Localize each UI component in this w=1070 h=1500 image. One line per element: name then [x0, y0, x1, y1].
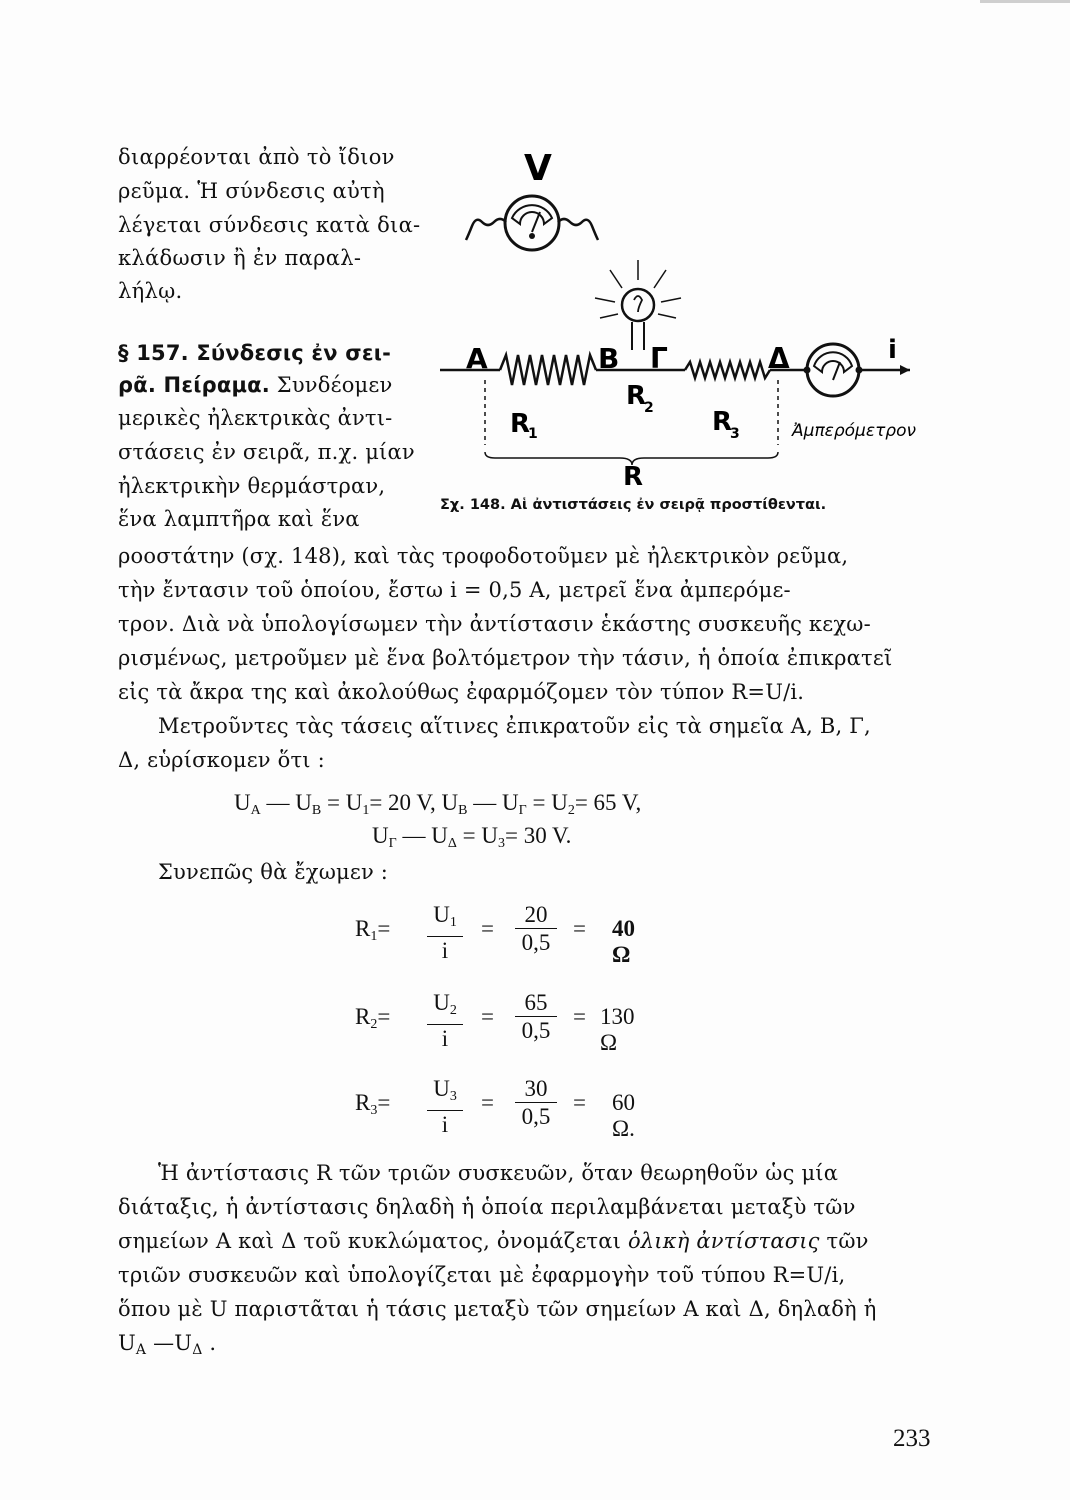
- intro-line-2: ρεῦμα. Ἡ σύνδεσις αὐτὴ: [118, 179, 385, 203]
- page-edge: [980, 0, 1070, 3]
- label-V: V: [524, 148, 552, 189]
- calc3-fraction-2: [515, 1076, 557, 1131]
- circuit-diagram: [440, 140, 960, 490]
- calc2-lhs: R: [355, 1004, 371, 1029]
- section-line-5: ἠλεκτρικὴν θερμάστραν,: [118, 474, 386, 498]
- eq-equals-2: =: [526, 790, 552, 815]
- label-R2-sub: 2: [644, 400, 654, 416]
- section-title: § 157. Σύνδεσις ἐν σει-: [118, 341, 392, 365]
- eq-UB2: U: [441, 790, 459, 815]
- paragraph1-line-4: ρισμένως, μετροῦμεν μὲ ἕνα βολτόμετρον τὴν τάσιν, ἡ ὁποία ἐπικρατεῖ: [118, 646, 893, 670]
- calc1-fraction-1: [427, 902, 463, 965]
- label-R1-sub: 1: [528, 426, 538, 442]
- figure-caption: Σχ. 148. Αἱ ἀντιστάσεις ἐν σειρᾷ προστίθενται.: [440, 497, 827, 513]
- label-R-total: R: [623, 462, 644, 490]
- lamp-icon: [595, 260, 681, 350]
- calc2-eq-sign: =: [377, 1004, 391, 1029]
- equation-line-1: [234, 790, 641, 819]
- calc3-lhs-sub: 3: [370, 1103, 378, 1118]
- section-line-6: ἕνα λαμπτῆρα καὶ ἕνα: [118, 507, 360, 531]
- calc1-lhs: R: [355, 916, 371, 941]
- section-line-3: μερικὲς ἠλεκτρικὰς ἀντι-: [118, 406, 393, 430]
- intro-line-4: κλάδωσιν ἢ ἐν παραλ-: [118, 246, 362, 270]
- paragraph1-line-1: ροοστάτην (σχ. 148), καὶ τὰς τροφοδοτοῦμεν μὲ ἠλεκτρικὸν ρεῦμα,: [118, 544, 849, 568]
- calc1-result: 40 Ω: [612, 916, 635, 967]
- paragraph3-dash-U: —U: [146, 1331, 193, 1355]
- calc3-num1: U: [433, 1076, 450, 1101]
- paragraph3-UA-sub: A: [135, 1342, 147, 1358]
- paragraph3-UD-sub: Δ: [192, 1342, 203, 1358]
- calc1-num1-sub: 1: [449, 915, 457, 930]
- calc3-den1: i: [441, 1112, 449, 1137]
- eq-UB2-sub: B: [458, 803, 468, 818]
- paragraph3-emphasis: ὁλικὴ ἀντίστασις: [627, 1229, 820, 1253]
- paragraph3-line-4: τριῶν συσκευῶν καὶ ὑπολογίζεται μὲ ἐφαρμογὴν τοῦ τύπου R=U/i,: [118, 1263, 846, 1287]
- paragraph3-line-5: ὅπου μὲ U παριστᾶται ἡ τάσις μεταξὺ τῶν σημείων A καὶ Δ, δηλαδὴ ἡ: [118, 1297, 877, 1321]
- calc1-eq-3: =: [573, 916, 586, 941]
- calc2-lhs-sub: 2: [370, 1017, 378, 1032]
- calc3-result: 60 Ω.: [612, 1090, 635, 1141]
- section-subtitle: ρᾶ. Πείραμα.: [118, 373, 270, 397]
- eq-minus: —: [260, 790, 296, 815]
- calc2-fraction-2: [515, 990, 557, 1045]
- paragraph3-line-1: Ἡ ἀντίστασις R τῶν τριῶν συσκευῶν, ὅταν θεωρηθοῦν ὡς μία: [158, 1161, 839, 1185]
- ammeter-icon: [804, 344, 863, 396]
- calc3-num1-sub: 3: [449, 1089, 457, 1104]
- calc3-den2: 0,5: [521, 1104, 551, 1129]
- resistor-R3-icon: [685, 362, 770, 378]
- paragraph1-line-5: εἰς τὰ ἄκρα της καὶ ἀκολούθως ἐφαρμόζομεν τὸν τύπον R=U/i.: [118, 680, 805, 704]
- eq-U2: U: [551, 790, 568, 815]
- calc1-fraction-2: [515, 902, 557, 957]
- calc3-eq-3: =: [573, 1090, 586, 1115]
- eq-value-2: = 65 V,: [574, 790, 642, 815]
- calc2-num1-sub: 2: [449, 1003, 457, 1018]
- eq-UB: U: [295, 790, 312, 815]
- paragraph3-end: .: [202, 1331, 217, 1355]
- calc1-eq-sign: =: [377, 916, 391, 941]
- calc1-den1: i: [441, 938, 449, 963]
- calc2-fraction-1: [427, 990, 463, 1053]
- eq-UG: U: [502, 790, 519, 815]
- page-number: 233: [893, 1425, 931, 1452]
- eq2-equals: =: [456, 823, 482, 848]
- calc3-eq-sign: =: [377, 1090, 391, 1115]
- paragraph2-line-2: Δ, εὑρίσκομεν ὅτι :: [118, 748, 325, 772]
- intro-line-1: διαρρέονται ἀπὸ τὸ ἴδιον: [118, 145, 395, 169]
- calc2-den1: i: [441, 1026, 449, 1051]
- paragraph3-line-3-end: τῶν: [819, 1229, 869, 1253]
- voltmeter-icon: [466, 196, 598, 250]
- eq2-U3-sub: 3: [497, 836, 505, 851]
- paragraph2-line-1: Μετροῦντες τὰς τάσεις αἵτινες ἐπικρατοῦν εἰς τὰ σημεῖα A, B, Γ,: [158, 714, 871, 738]
- label-i: i: [888, 335, 897, 365]
- calc3-eq-2: =: [481, 1090, 494, 1115]
- calc3-num2: 30: [515, 1076, 557, 1103]
- section-line-4: στάσεις ἐν σειρᾶ, π.χ. μίαν: [118, 440, 415, 464]
- label-G: Γ: [650, 342, 668, 375]
- eq2-UD-sub: Δ: [447, 836, 457, 851]
- section-line-2: [118, 373, 392, 397]
- calc1-den2: 0,5: [521, 930, 551, 955]
- label-R2: R: [626, 381, 647, 411]
- eq2-minus: —: [396, 823, 432, 848]
- eq-UB-sub: B: [311, 803, 322, 818]
- consequently-line: Συνεπῶς θὰ ἔχωμεν :: [158, 860, 389, 884]
- equation-line-2: [372, 823, 571, 852]
- eq-UG-sub: Γ: [518, 803, 527, 818]
- calc2-num1: U: [433, 990, 450, 1015]
- calc1-lhs-sub: 1: [370, 929, 378, 944]
- paragraph3-UA: U: [118, 1331, 136, 1355]
- calc3-fraction-1: [427, 1076, 463, 1139]
- intro-line-3: λέγεται σύνδεσις κατὰ δια-: [118, 213, 421, 237]
- eq2-U3: U: [481, 823, 498, 848]
- calc1-num1: U: [433, 902, 450, 927]
- label-ammeter: Ἀμπερόμετρον: [792, 421, 916, 441]
- eq2-UG-sub: Γ: [388, 836, 397, 851]
- label-A: A: [466, 342, 488, 375]
- calc2-den2: 0,5: [521, 1018, 551, 1043]
- resistor-R1-icon: [500, 355, 596, 385]
- section-heading: [118, 341, 391, 365]
- paragraph3-line-2: διάταξις, ἡ ἀντίστασις δηλαδὴ ἡ ὁποία περιλαμβάνεται μεταξὺ τῶν: [118, 1195, 856, 1219]
- eq2-value: = 30 V.: [504, 823, 572, 848]
- eq2-UD: U: [431, 823, 448, 848]
- calc3-lhs: R: [355, 1090, 371, 1115]
- calc2-eq-3: =: [573, 1004, 586, 1029]
- calc2-eq-2: =: [481, 1004, 494, 1029]
- label-R1: R: [510, 409, 531, 439]
- paragraph3-line-6: [118, 1331, 930, 1358]
- eq-UA: U: [234, 790, 251, 815]
- label-B: B: [598, 342, 620, 375]
- label-R3: R: [712, 407, 733, 437]
- eq-equals: =: [321, 790, 346, 815]
- eq-UA-sub: A: [250, 803, 261, 818]
- calc1-eq-2: =: [481, 916, 494, 941]
- paragraph1-line-3: τρον. Διὰ νὰ ὑπολογίσωμεν τὴν ἀντίστασιν ἑκάστης συσκευῆς κεχω-: [118, 612, 871, 636]
- eq-U1-sub: 1: [362, 803, 370, 818]
- eq-U2-sub: 2: [567, 803, 575, 818]
- calc1-num2: 20: [515, 902, 557, 929]
- calc2-num2: 65: [515, 990, 557, 1017]
- eq-U1: U: [345, 790, 363, 815]
- paragraph3-line-3: [118, 1229, 930, 1253]
- paragraph1-line-2: τὴν ἔντασιν τοῦ ὁποίου, ἔστω i = 0,5 A, μετρεῖ ἕνα ἀμπερόμε-: [118, 578, 791, 602]
- eq-value-1: = 20 V,: [369, 790, 442, 815]
- calc2-result: 130 Ω: [600, 1004, 635, 1055]
- paragraph3-line-3-start: σημείων A καὶ Δ τοῦ κυκλώματος, ὀνομάζεται: [118, 1229, 628, 1253]
- section-text-start: Συνδέομεν: [269, 373, 393, 397]
- intro-line-5: λήλῳ.: [118, 279, 183, 303]
- label-R3-sub: 3: [730, 426, 740, 442]
- eq2-UG: U: [372, 823, 389, 848]
- eq-minus-2: —: [467, 790, 502, 815]
- label-D: Δ: [768, 342, 790, 375]
